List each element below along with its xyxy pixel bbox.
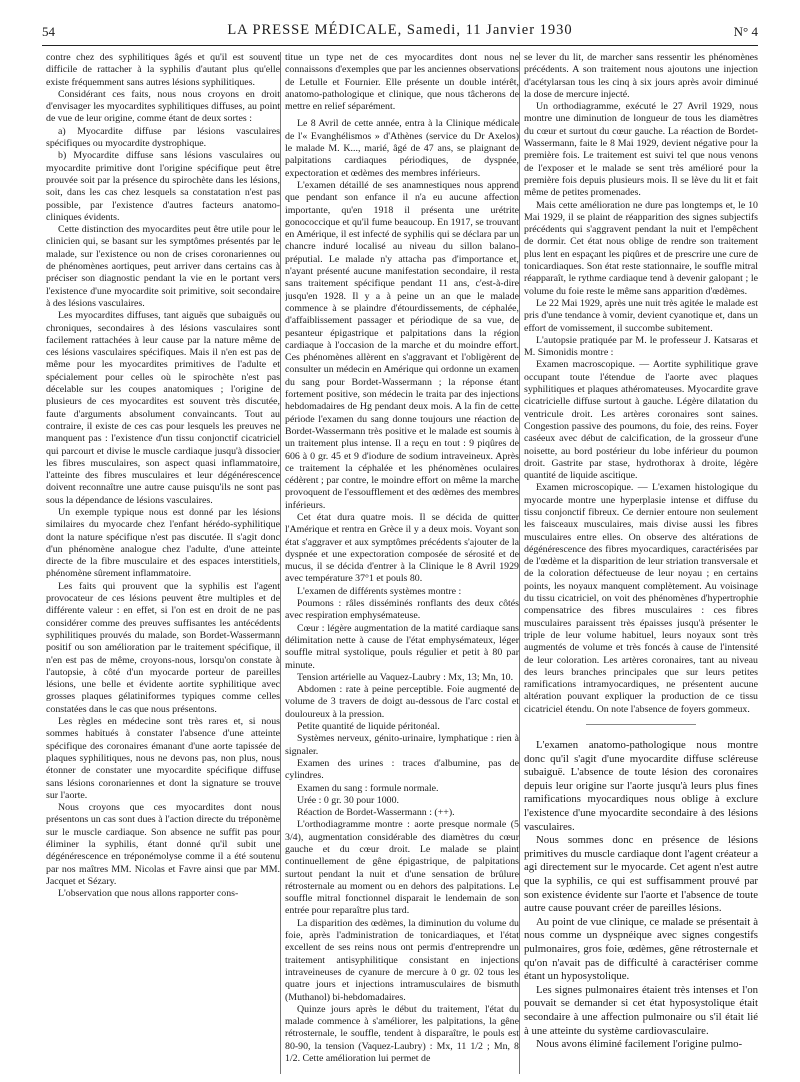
paragraph: Petite quantité de liquide péritonéal. (297, 721, 440, 733)
paragraph: Cette distinction des myocardites peut être utile pour le clinicien qui, se basant sur les symptômes présentés par le malade, sur l'existence ou non de crises coronariennes ou de phénomènes aortiques, peut arriver dans certains cas à préciser son diagnostic pendant la vie en le portant vers l'existence d'une myocardite soit primitive, soit secondaire à des lésions vasculaires. (46, 224, 280, 309)
column-divider (519, 52, 520, 1074)
header-rule (42, 45, 758, 46)
paragraph: L'autopsie pratiquée par M. le professeur J. Katsaras et M. Simonidis montre : (524, 334, 758, 359)
paragraph: b) Myocardite diffuse sans lésions vasculaires ou myocardite primitive dont l'origine spécifique peut être prouvée soit par la présence du spirochète dans les lésions, soit, dans les cas chez lesquels sa constatation n'est pas possible, par l'existence d'autres facteurs anatomo-cliniques évidents. (46, 150, 280, 223)
paragraph: Quinze jours après le début du traitement, l'état du malade commence à s'améliorer, les palpitations, la gêne rétrosternale, le souffle, tendent à disparaître, le pouls est 80-90, la tension (Vaquez-Laubry) : Mx, 11 1/2 ; Mn, 8 1/2. Cette amélioration lui permet de (285, 1003, 519, 1065)
paragraph: Les faits qui prouvent que la syphilis est l'agent provocateur de ces lésions peuvent être multiples et de différente valeur : en effet, si l'on est en droit de ne pas considérer comme des preuves suffisantes les antécédents syphilitiques prouvés du malade, son Bordet-Wassermann positif ou son amélioration par le traitement spécifique, il n'en est pas de même, croyons-nous, lorsqu'on constate à l'autopsie, à côté d'un myocarde porteur de pareilles lésions, une belle et évidente aortite syphilitique avec grosses plaques gélatiniformes typiques comme celles constatées dans le cas que nous présentons. (46, 580, 280, 715)
page-header (42, 22, 758, 44)
paragraph: L'examen détaillé de ses anamnestiques nous apprend que pendant son enfance il n'a eu aucune affection importante, qu'en 1918 il présenta une urétrite gonococcique et qu'il fume beaucoup. En 1917, se trouvant en Amérique, il est infecté de syphilis qui se déclara par un chancre induré localisé au niveau du sillon balano-préputial. Le malade n'y attacha pas d'importance et, n'ayant présenté aucune manifestation secondaire, il resta sans traitement spécifique pendant 11 ans, c'est-à-dire jusqu'en 1928. Il y a à peine un an que le malade commence à se plaindre d'étourdissements, de céphalée, d'affaiblissement passager et périodique de sa vue, de pesanteur épigastrique et palpitations dans la région cardiaque à l'occasion de la marche et du moindre effort. Ces phénomènes allèrent en s'aggravant et l'obligèrent de consulter un médecin en Amérique qui ordonne un examen du sang pour Bordet-Wassermann ; la réponse étant fortement positive, son médecin le traita par des injections hebdomadaires de Hg pendant deux mois. A la fin de cette période l'examen du sang donne toujours une réaction de Bordet-Wassermann très positive et le malade est soumis à un traitement plus intense. Il a reçu en tout : 9 piqûres de 606 à 0 gr. 45 et 9 d'iodure de sodium intraveineux. Après ce traitement la céphalée et les phénomènes oculaires cédèrent ; par contre, le moindre effort on même la marche provoquent de l'essoufflement et des œdèmes des membres inférieurs. (285, 179, 519, 511)
paragraph: Poumons : râles disséminés ronflants des deux côtés avec respiration emphysémateuse. (285, 598, 519, 622)
text-column-1 (46, 52, 280, 1074)
paragraph: L'orthodiagramme montre : aorte presque normale (5 3/4), augmentation considérable des diamètres du cœur gauche et du cœur droit. Le malade se plaint continuellement de gêne épigastrique, de palpitations surtout pendant la nuit et d'une sensation de brûlure rétrosternale au moment ou en dehors des palpitations. Le souffle mitral fonctionnel disparait le lendemain de son entrée pour reparaître plus tard. (285, 819, 519, 917)
paragraph: a) Myocardite diffuse par lésions vasculaires spécifiques ou myocardite dystrophique. (46, 125, 280, 150)
paragraph: L'examen de différents systèmes montre : (297, 585, 462, 597)
paragraph: La disparition des œdèmes, la diminution du volume du foie, après l'administration de tonicardiaques, et l'état excellent de ses reins nous ont permis d'entreprendre un traitement antisyphilitique consistant en injections intraveineuses de cyanure de mercure à 0 gr. 02 tous les quatre jours et injections intramusculaires de bismuth (Muthanol) bi-hebdomadaires. (285, 917, 519, 1003)
paragraph: Systèmes nerveux, génito-urinaire, lymphatique : rien à signaler. (285, 733, 519, 757)
issue-number: N° 4 (733, 24, 758, 39)
column-divider (280, 52, 281, 1074)
paragraph: Nous avons éliminé facilement l'origine pulmo- (536, 1038, 743, 1051)
paragraph: Considérant ces faits, nous nous croyons en droit d'envisager les myocardites syphilitiques diffuses, au point de vue de leur origine, comme étant de deux sortes : (46, 88, 280, 125)
paragraph: contre chez des syphilitiques âgés et qu'il est souvent difficile de rattacher à la syphilis d'autant plus qu'elle existe fréquemment sans autres lésions syphilitiques. (46, 52, 280, 88)
paragraph: Les signes pulmonaires étaient très intenses et l'on pouvait se demander si cet état hyposystolique était secondaire à une affection pulmonaire ou s'il était lié à une atteinte du système cardiovasculaire. (524, 983, 758, 1037)
paragraph: Les myocardites diffuses, tant aiguës que subaiguës ou chroniques, secondaires à des lésions vasculaires sont facilement rattachées à leur cause par la nature même de ces lésions vasculaires spécifiques. Mais il n'en est pas de même pour les myocardites primitives de l'adulte et spécialement pour celles où le spirochète n'est pas décelable sur les coupes anatomiques ; l'origine de plusieurs de ces myocardites est souvent très discutée, faute d'arguments absolument convaincants. Tout au contraire, il existe de ces cas pour lesquels les preuves ne manquent pas : l'existence d'un tissu conjonctif cicatriciel qui parcourt et divise le muscle cardiaque jusqu'à dissocier les fibres musculaires, son aspect quasi inflammatoire, l'atteinte des fibres musculaires et leur dégénérescence doivent reconnaître une autre cause puisqu'ils ne sont pas sous la dépendance de lésions vasculaires. (46, 310, 280, 506)
paragraph: Nous sommes donc en présence de lésions primitives du muscle cardiaque dont l'agent créateur a agi directement sur le myocarde. Cet agent n'est autre que la syphilis, ce qui est suffisamment prouvé par son existence évidente sur l'aorte et l'absence de toute autre cause pouvant créer de pareilles lésions. (524, 834, 758, 915)
paragraph: Examen macroscopique. — Aortite syphilitique grave occupant toute l'étendue de l'aorte avec plaques syphilitiques et plaques athéromateuses. Myocardite grave cicatricielle diffuse surtout à gauche. Légère dilatation du ventricule droit. Les artères coronaires sont saines. Congestion passive des poumons, du foie, des reins. Foyer caséeux avec début de calcification, de la grosseur d'une noisette, au bord postérieur du lobe inférieur du poumon droit. Gastrite par stase, hydrothorax à droite, légère quantité de liquide ascitique. (524, 359, 758, 482)
paragraph: Abdomen : rate à peine perceptible. Foie augmenté de volume de 3 travers de doigt au-dessous de l'arc costal et douloureux à la pression. (285, 684, 519, 720)
running-title: LA PRESSE MÉDICALE, Samedi, 11 Janvier 1930 (227, 22, 573, 38)
paragraph: Au point de vue clinique, ce malade se présentait à nous comme un dyspnéique avec signes congestifs pulmonaires, gros foie, œdèmes, gêne rétrosternale et qu'on n'avait pas de difficulté à caractériser comme étant un hyposystolique. (524, 915, 758, 983)
paragraph: L'examen anatomo-pathologique nous montre donc qu'il s'agit d'une myocardite diffuse scléreuse subaiguë. L'absence de toute lésion des coronaires depuis leur origine sur l'aorte jusqu'à leurs plus fines ramifications myocardiques nous oblige à exclure l'existence d'une myocardite secondaire à des lésions vasculaires. (524, 739, 758, 833)
paragraph: Examen des urines : traces d'albumine, pas de cylindres. (285, 757, 519, 782)
paragraph: Le 22 Mai 1929, après une nuit très agitée le malade est pris d'une tendance à vomir, devient cyanotique et, dans un effort de vomissement, il succombe subitement. (524, 297, 758, 334)
paragraph: Examen microscopique. — L'examen histologique du myocarde montre une hyperplasie intense et diffuse du tissu conjonctif fibreux. Ce dernier entoure non seulement les faisceaux musculaires, mais divise aussi les fibres musculaires entre elles. On observe des altérations de dégénérescence des fibres myocardiques, caractérisées par de l'œdème et la disparition de leur striation transversale et de la coloration défectueuse de leur noyau ; en certains points, les noyaux manquent complètement. Au voisinage du tissu cicatriciel, on voit des phénomènes d'hypertrophie compensatrice des fibres musculaires : ces fibres musculaires paraissent très épaisses jusqu'à présenter le triple de leur volume habituel, leurs noyaux sont très augmentés de volume et très foncés à cause de l'intensité de leur coloration. Les artères coronaires, tant au niveau des leurs branches principales que sur leurs petites ramifications intramyocardiques, ne présentent aucune altération pouvant expliquer la production de ce tissu cicatriciel étendu. On note l'absence de foyers gommeux. (524, 482, 758, 715)
text-column-2 (285, 52, 519, 1074)
paragraph: Les règles en médecine sont très rares et, si nous sommes habitués à constater l'absence d'une atteinte spécifique des coronaires émanant d'une aorte tapissée de plaques syphilitiques, nous ne devons pas, non plus, nous étonner de constater une myocardite spécifique diffuse sans lésions coronariennes et dont la signature se trouve sur l'aorte. (46, 716, 280, 801)
paragraph: Un orthodiagramme, exécuté le 27 Avril 1929, nous montre une diminution de longueur de tous les diamètres du cœur et surtout du cœur gauche. La réaction de Bordet-Wassermann, faite le 8 Mai 1929, devient négative pour la première fois. Le traitement est suivi tel que nous venons de l'exposer et le malade se sent très amélioré pour la première fois depuis plusieurs mois. Il se lève du lit et fait même de petites promenades. (524, 101, 758, 199)
paragraph: se lever du lit, de marcher sans ressentir les phénomènes précédents. A son traitement nous ajoutons une injection d'acétylarsan tous les cinq à six jours après avoir diminué la dose de mercure injecté. (524, 52, 758, 100)
paragraph: Mais cette amélioration ne dure pas longtemps et, le 10 Mai 1929, il se plaint de réapparition des signes subjectifs précédents qui s'aggravent pendant la nuit et l'empêchent de dormir. Cet état nous oblige de rendre son traitement plus lent en espaçant les piqûres et de prescrire une cure de tonicardiaques. Son état reste stationnaire, le souffle mitral réapparaît, le rythme cardiaque tend à devenir galopant ; le volume du foie reste le même sans apparition d'œdèmes. (524, 199, 758, 297)
paragraph: Urée : 0 gr. 30 pour 1000. (297, 794, 400, 806)
paragraph: Tension artérielle au Vaquez-Laubry : Mx, 13; Mn, 10. (297, 671, 514, 683)
paragraph: Nous croyons que ces myocardites dont nous présentons un cas sont dues à l'action directe du tréponème sur le muscle cardiaque. Son absence ne suffit pas pour éliminer la syphilis, étant donné qu'il subit une dégénérescence en tréponémolyse comme il a été soutenu par nos maîtres MM. Nicolas et Favre ainsi que par MM. Jacquet et Sézary. (46, 802, 280, 887)
paragraph: Examen du sang : formule normale. (297, 782, 439, 794)
paragraph: Cet état dura quatre mois. Il se décida de quitter l'Amérique et rentra en Grèce il y a deux mois. Voyant son état s'aggraver et aux symptômes précédents s'ajouter de la dyspnée et une expectoration composée de sérosité et de mucus, il se décida d'entrer à la Clinique le 8 Avril 1929 avec température 37°1 et pouls 80. (285, 511, 519, 585)
paragraph: L'observation que nous allons rapporter cons- (58, 888, 239, 900)
paragraph: Réaction de Bordet-Wassermann : (++). (297, 807, 455, 819)
text-column-3 (524, 52, 758, 1074)
page-number: 54 (42, 24, 55, 39)
paragraph: Cœur : légère augmentation de la matité cardiaque sans délimitation nette à cause de l'état emphysémateux, léger souffle mitral systolique, pouls régulier et petit à 80 par minute. (285, 622, 519, 671)
paragraph: Un exemple typique nous est donné par les lésions similaires du myocarde chez l'enfant hérédo-syphilitique dont la nature spécifique n'est pas discutée. Il s'agit donc d'un phénomène analogue chez l'adulte, d'une atteinte directe de la fibre musculaire et des espaces interstitiels, phénomène sûrement inflammatoire. (46, 506, 280, 580)
paragraph: Le 8 Avril de cette année, entra à la Clinique médicale de l'« Evanghélismos » d'Athènes (service du Dr Axelos) le malade M. K..., marié, âgé de 47 ans, se plaignant de palpitations cardiaques périodiques, de dyspnée, expectoration et œdèmes des membres inférieurs. (285, 118, 519, 179)
section-divider (586, 724, 696, 725)
paragraph: titue un type net de ces myocardites dont nous ne connaissons d'exemples que par les anciennes observations de Letulle et Fournier. Elle présente un double intérêt, anatomo-pathologique et clinique, que nous tâcherons de mettre en relief séparément. (285, 52, 519, 113)
